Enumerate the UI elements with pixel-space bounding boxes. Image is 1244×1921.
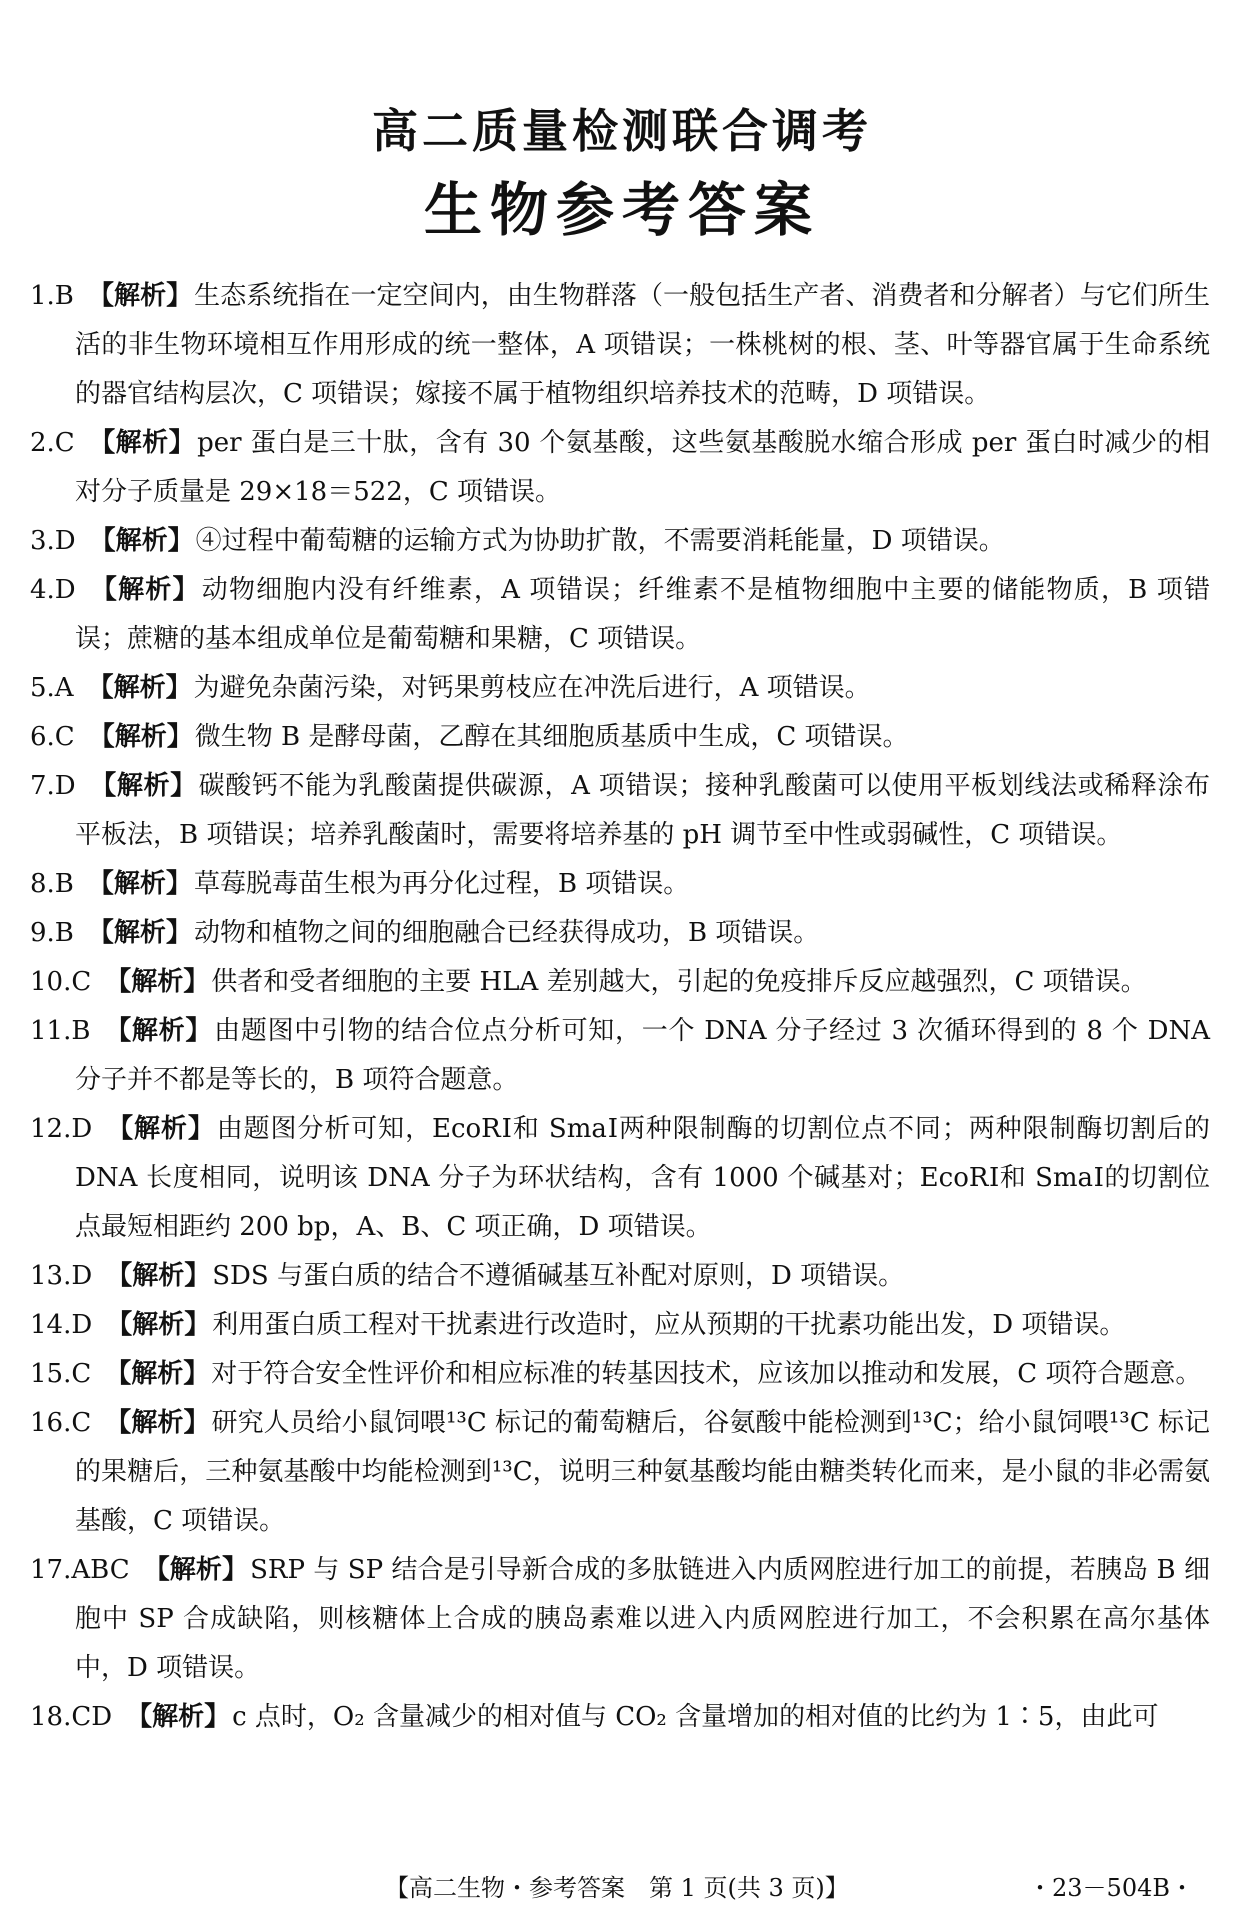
analysis-text: 生态系统指在一定空间内，由生物群落（一般包括生产者、消费者和分解者）与它们所生活的非生物环境相互作用形成的统一整体，A 项错误；一株桃树的根、茎、叶等器官属于生命系统的器官结构层次，C 项错误；嫁接不属于植物组织培养技术的范畴，D 项错误。 — [75, 281, 1210, 409]
analysis-text: SDS 与蛋白质的结合不遵循碱基互补配对原则，D 项错误。 — [212, 1261, 905, 1291]
answer-number: 6.C — [30, 722, 75, 752]
analysis-tag: 【解析】 — [87, 281, 193, 311]
answer-item — [30, 1007, 1210, 1105]
analysis-tag: 【解析】 — [89, 526, 194, 556]
analysis-text: 利用蛋白质工程对干扰素进行改造时，应从预期的干扰素功能出发，D 项错误。 — [212, 1310, 1126, 1340]
answer-item — [30, 1693, 1210, 1742]
analysis-tag: 【解析】 — [88, 722, 193, 752]
analysis-tag: 【解析】 — [126, 1702, 231, 1732]
analysis-text: 动物和植物之间的细胞融合已经获得成功，B 项错误。 — [193, 918, 820, 948]
answer-number: 3.D — [30, 526, 76, 556]
page-subtitle: 生物参考答案 — [423, 176, 820, 244]
answer-number: 2.C — [30, 428, 75, 458]
answer-number: 16.C — [30, 1408, 92, 1438]
answer-number: 18.CD — [30, 1702, 113, 1732]
answer-item — [30, 1546, 1210, 1693]
answer-item — [30, 272, 1210, 419]
analysis-tag: 【解析】 — [89, 771, 197, 801]
analysis-tag: 【解析】 — [87, 918, 192, 948]
analysis-tag: 【解析】 — [105, 1359, 210, 1389]
page-title: 高二质量检测联合调考 — [372, 104, 872, 158]
analysis-text: 研究人员给小鼠饲喂¹³C 标记的葡萄糖后，谷氨酸中能检测到¹³C；给小鼠饲喂¹³C 标记的果糖后，三种氨基酸中均能检测到¹³C，说明三种氨基酸均能由糖类转化而来，是小鼠的非必需氨基酸，C 项错误。 — [75, 1408, 1210, 1536]
answer-number: 14.D — [30, 1310, 93, 1340]
answer-item — [30, 566, 1210, 664]
analysis-tag: 【解析】 — [89, 575, 200, 605]
answer-list — [30, 272, 1210, 1742]
answer-number: 15.C — [30, 1359, 92, 1389]
analysis-tag: 【解析】 — [87, 869, 192, 899]
analysis-tag: 【解析】 — [106, 1261, 211, 1291]
answer-item — [30, 762, 1210, 860]
answer-item — [30, 1252, 1210, 1301]
analysis-text: c 点时，O₂ 含量减少的相对值与 CO₂ 含量增加的相对值的比约为 1∶5，由此可 — [232, 1702, 1159, 1732]
analysis-tag: 【解析】 — [105, 967, 210, 997]
answer-number: 1.B — [30, 281, 74, 311]
analysis-text: SRP 与 SP 结合是引导新合成的多肽链进入内质网腔进行加工的前提，若胰岛 B 细胞中 SP 合成缺陷，则核糖体上合成的胰岛素难以进入内质网腔进行加工，不会积累在高尔基体中，D 项错误。 — [75, 1555, 1210, 1683]
answer-number: 9.B — [30, 918, 74, 948]
answer-item — [30, 958, 1210, 1007]
analysis-text: 草莓脱毒苗生根为再分化过程，B 项错误。 — [193, 869, 690, 899]
page-footer — [0, 1868, 1244, 1902]
answer-item — [30, 860, 1210, 909]
answer-item — [30, 909, 1210, 958]
answer-number: 5.A — [30, 673, 74, 703]
answer-number: 7.D — [30, 771, 76, 801]
footer-code: ・23－504B・ — [1028, 1874, 1194, 1902]
analysis-tag: 【解析】 — [105, 1408, 210, 1438]
analysis-text: ④过程中葡萄糖的运输方式为协助扩散，不需要消耗能量，D 项错误。 — [195, 526, 1005, 556]
analysis-tag: 【解析】 — [106, 1310, 211, 1340]
analysis-text: 由题图中引物的结合位点分析可知，一个 DNA 分子经过 3 次循环得到的 8 个 DNA 分子并不都是等长的，B 项符合题意。 — [75, 1016, 1210, 1095]
analysis-text: 碳酸钙不能为乳酸菌提供碳源，A 项错误；接种乳酸菌可以使用平板划线法或稀释涂布平板法，B 项错误；培养乳酸菌时，需要将培养基的 pH 调节至中性或弱碱性，C 项错误。 — [75, 771, 1210, 850]
analysis-text: 为避免杂菌污染，对钙果剪枝应在冲洗后进行，A 项错误。 — [193, 673, 871, 703]
analysis-tag: 【解析】 — [104, 1016, 213, 1046]
answer-number: 11.B — [30, 1016, 91, 1046]
analysis-text: 微生物 B 是酵母菌，乙醇在其细胞质基质中生成，C 项错误。 — [194, 722, 909, 752]
answer-number: 12.D — [30, 1114, 93, 1144]
analysis-text: 动物细胞内没有纤维素，A 项错误；纤维素不是植物细胞中主要的储能物质，B 项错误；蔗糖的基本组成单位是葡萄糖和果糖，C 项错误。 — [75, 575, 1210, 654]
answer-item — [30, 713, 1210, 762]
answer-number: 13.D — [30, 1261, 93, 1291]
analysis-tag: 【解析】 — [106, 1114, 215, 1144]
analysis-tag: 【解析】 — [87, 673, 192, 703]
answer-item — [30, 664, 1210, 713]
analysis-text: 供者和受者细胞的主要 HLA 差别越大，引起的免疫排斥反应越强烈，C 项错误。 — [211, 967, 1147, 997]
analysis-tag: 【解析】 — [143, 1555, 249, 1585]
analysis-tag: 【解析】 — [88, 428, 196, 458]
analysis-text: 对于符合安全性评价和相应标准的转基因技术，应该加以推动和发展，C 项符合题意。 — [211, 1359, 1202, 1389]
analysis-text: per 蛋白是三十肽，含有 30 个氨基酸，这些氨基酸脱水缩合形成 per 蛋白时减少的相对分子质量是 29×18＝522，C 项错误。 — [75, 428, 1210, 507]
answer-item — [30, 1350, 1210, 1399]
answer-item — [30, 1105, 1210, 1252]
answer-number: 10.C — [30, 967, 92, 997]
answer-item — [30, 419, 1210, 517]
answer-number: 8.B — [30, 869, 74, 899]
answer-item — [30, 517, 1210, 566]
analysis-text: 由题图分析可知，EcoRⅠ和 SmaⅠ两种限制酶的切割位点不同；两种限制酶切割后的 DNA 长度相同，说明该 DNA 分子为环状结构，含有 1000 个碱基对；EcoRⅠ和 SmaⅠ的切割位点最短相距约 200 bp，A、B、C 项正确，D 项错误。 — [75, 1114, 1210, 1242]
answer-item — [30, 1399, 1210, 1546]
answer-item — [30, 1301, 1210, 1350]
answer-number: 4.D — [30, 575, 76, 605]
answer-number: 17.ABC — [30, 1555, 130, 1585]
footer-page-info: 【高二生物・参考答案 第 1 页(共 3 页)】 — [385, 1874, 849, 1902]
